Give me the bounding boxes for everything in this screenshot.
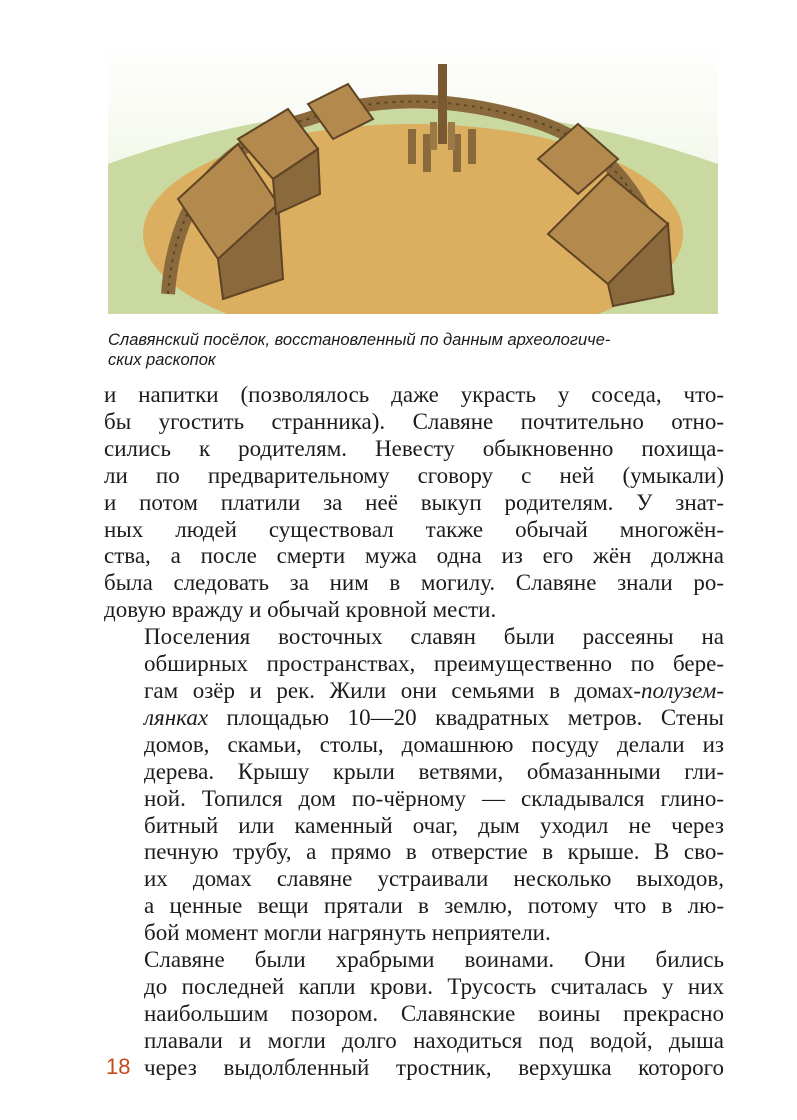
text-line: их домах славяне устраивали несколько выходов, <box>144 866 724 892</box>
text-line: обширных пространствах, преимущественно по бере- <box>144 651 724 677</box>
paragraph-customs <box>104 382 724 624</box>
caption-line: ских раскопок <box>108 351 216 369</box>
text-line: была следовать за ним в могилу. Славяне знали ро- <box>104 570 724 596</box>
text-line: ли по предварительному сговору с ней (умыкали) <box>104 462 724 488</box>
text-line: Поселения восточных славян были рассеяны на <box>144 624 724 650</box>
text-line: ных людей существовал также обычай многожён- <box>104 516 724 542</box>
text-line: довую вражду и обычай кровной мести. <box>104 597 497 623</box>
settlement-drawing <box>108 44 718 314</box>
text-line: ной. Топился дом по-чёрному — складывался глино- <box>144 785 724 811</box>
figure-caption <box>108 330 720 370</box>
text-fragment: гам озёр и рек. Жили они семьями в домах- <box>144 677 641 703</box>
caption-line: Славянский посёлок, восстановленный по данным археологиче- <box>108 331 611 349</box>
body-text <box>104 382 724 1082</box>
text-line: дерева. Крышу крыли ветвями, обмазанными гли- <box>144 758 724 784</box>
text-line <box>104 705 724 732</box>
paragraph-warriors <box>104 947 724 1082</box>
paragraph-settlements <box>104 624 724 947</box>
settlement-illustration <box>108 44 718 314</box>
italic-term: полузем- <box>640 677 724 703</box>
text-line: и напитки (позволялось даже украсть у соседа, что- <box>104 382 724 407</box>
text-line: бой момент могли нагрянуть неприятели. <box>144 920 551 946</box>
text-line: печную трубу, а прямо в отверстие в крыше. В сво- <box>144 839 724 865</box>
text-line <box>104 678 724 705</box>
text-line: до последней капли крови. Трусость считалась у них <box>144 973 724 999</box>
text-line: домов, скамьи, столы, домашнюю посуду делали из <box>144 731 724 757</box>
text-fragment: площадью 10—20 квадратных метров. Стены <box>208 704 724 730</box>
text-line: плавали и могли долго находиться под водой, дыша <box>144 1027 724 1053</box>
text-line: и потом платили за неё выкуп родителям. У знат- <box>104 489 724 515</box>
text-line: бы угостить странника). Славяне почтительно отно- <box>104 408 724 434</box>
italic-term: лянках <box>144 704 209 730</box>
text-line: Славяне были храбрыми воинами. Они бились <box>144 947 724 973</box>
text-line: а ценные вещи прятали в землю, потому что в лю- <box>144 893 724 919</box>
text-line: ства, а после смерти мужа одна из его жён должна <box>104 543 724 569</box>
page-number: 18 <box>106 1054 131 1079</box>
text-line: битный или каменный очаг, дым уходил не через <box>144 812 724 838</box>
text-line: через выдолбленный тростник, верхушка которого <box>144 1054 724 1080</box>
text-line: наибольшим позором. Славянские воины прекрасно <box>144 1000 724 1026</box>
text-line: сились к родителям. Невесту обыкновенно похища- <box>104 435 724 461</box>
